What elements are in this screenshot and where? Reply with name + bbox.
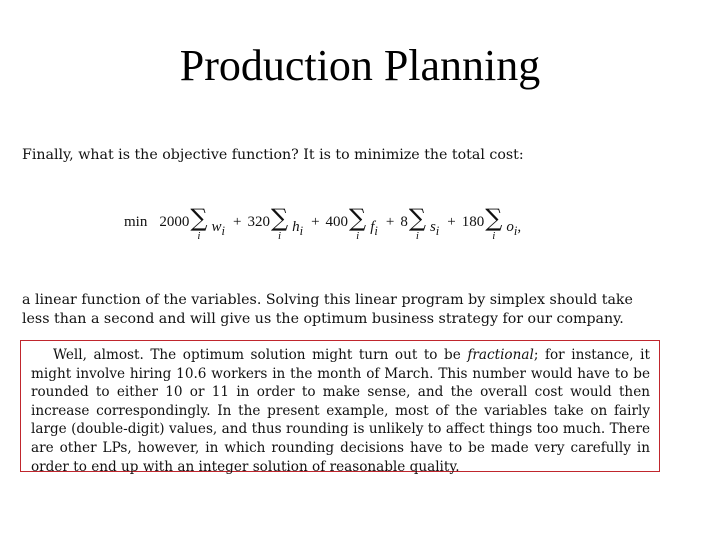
intro-paragraph: Finally, what is the objective function? It is to minimize the total cost: — [22, 147, 524, 163]
formula-coef-4: 8 — [400, 214, 408, 230]
sum-index: i — [277, 230, 282, 242]
formula-plus: + — [447, 214, 456, 230]
formula-var-3: $f_i$ — [370, 219, 378, 238]
sum-index: i — [356, 230, 360, 242]
sigma-icon: ∑ — [485, 204, 503, 232]
sum-index: i — [415, 230, 419, 242]
formula-coef-3: 400 — [325, 214, 349, 230]
sigma-icon: ∑ — [408, 204, 426, 232]
formula-plus: + — [385, 214, 395, 230]
remark-box — [20, 340, 660, 475]
formula-var-5: $o_i$, — [506, 219, 522, 238]
sum-symbol-1 — [190, 206, 207, 242]
remark-emphasis: fractional — [467, 347, 534, 363]
formula-plus: + — [311, 214, 320, 230]
formula-plus: + — [232, 214, 242, 230]
sigma-icon: ∑ — [270, 204, 289, 232]
sum-index: i — [492, 230, 496, 242]
formula-var-1: $w_i$ — [211, 219, 225, 238]
sum-symbol-4 — [409, 206, 426, 242]
formula-var-4: $s_i$ — [429, 219, 440, 238]
sum-index: i — [197, 230, 201, 242]
after-formula-paragraph: a linear function of the variables. Solving this linear program by simplex should take less than a second and will give us the optimum business strategy for our company. — [22, 292, 633, 327]
remark-text-rest: ; for instance, it might involve hiring 10.6 workers in the month of March. This number would have to be rounded to either 10 or 11 in order to make sense, and the overall cost would then increase correspondingly. In the present example, most of the variables take on fairly large (double-digit) values, and thus rounding is unlikely to affect things too much. There are other LPs, however, in which rounding decisions have to be made very carefully in order to end up with an integer solution of reasonable quality. — [31, 347, 650, 475]
formula-coef-2: 320 — [247, 214, 270, 230]
remark-text-start: Well, almost. The optimum solution might turn out to be — [53, 347, 468, 363]
formula-var-2: $h_i$ — [292, 219, 304, 238]
sigma-icon: ∑ — [190, 204, 208, 232]
sigma-icon: ∑ — [349, 204, 367, 232]
sum-symbol-5 — [485, 206, 502, 242]
formula-min: min — [124, 214, 148, 230]
sum-symbol-2 — [271, 206, 288, 242]
slide-title: Production Planning — [179, 41, 541, 90]
formula-coef-1: 2000 — [159, 214, 190, 230]
formula-coef-5: 180 — [461, 214, 485, 230]
sum-symbol-3 — [349, 206, 366, 242]
objective-function-formula — [124, 206, 523, 246]
